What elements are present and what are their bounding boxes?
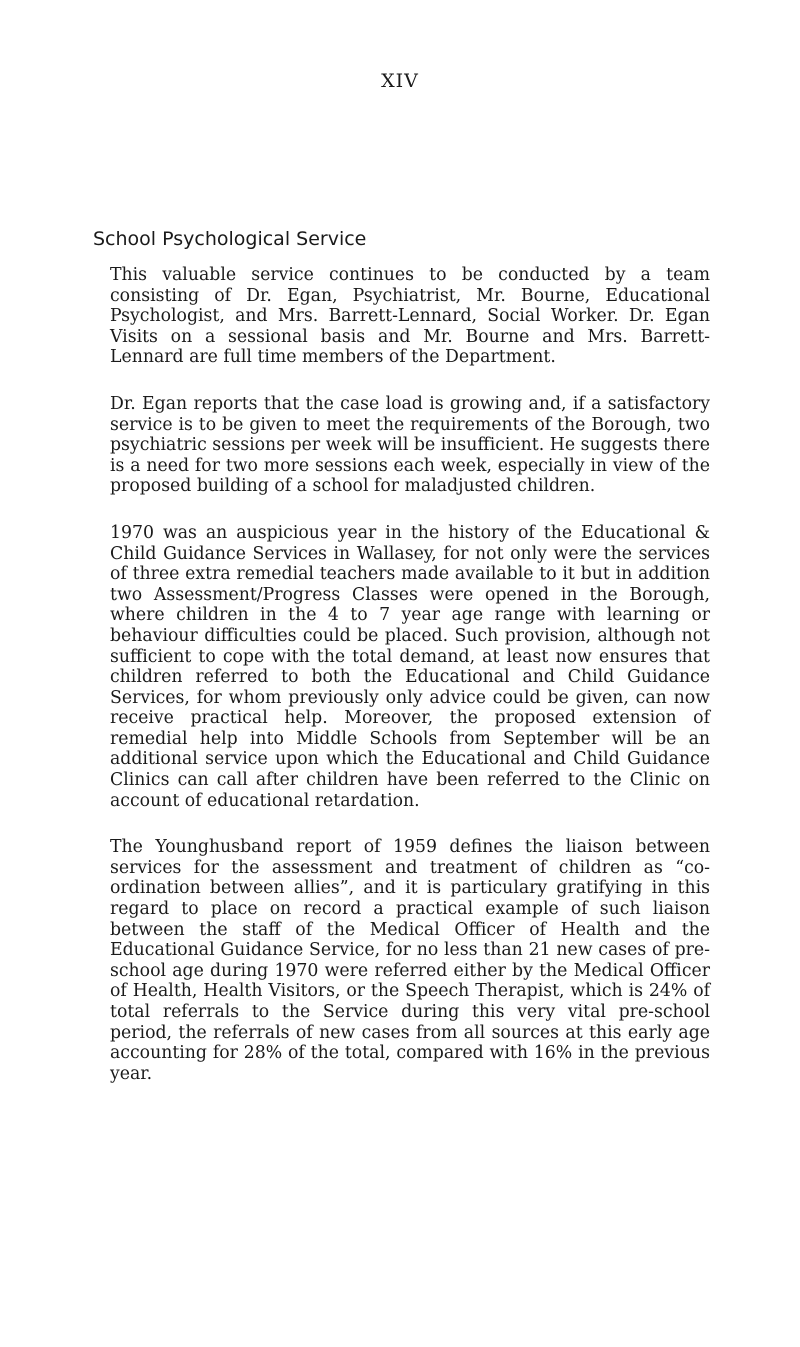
paragraph-case-load: Dr. Egan reports that the case load is growing and, if a satisfactory service is to be given to meet the requirements of the Borough, two psychiatric sessions per week will be insufficient. He suggests there is a need for two more sessions each week, especially in view of the proposed building of a school for maladjusted children. — [110, 393, 710, 497]
paragraph-team: This valuable service continues to be conducted by a team consisting of Dr. Egan, Psychiatrist, Mr. Bourne, Educational Psychologist, and Mrs. Barrett-Lennard, Social Worker. Dr. Egan Visits on a sessional basis and Mr. Bourne and Mrs. Barrett-Lennard are full time members of the Department. — [110, 265, 710, 368]
paragraph-liaison: The Younghusband report of 1959 defines the liaison between services for the assessment and treatment of children as “co-ordination between allies”, and it is particulary gratifying in this regard to place on record a practical example of such liaison between the staff of the Medical Officer of Health and the Educational Guidance Service, for no less than 21 new cases of pre-school age during 1970 were referred either by the Medical Officer of Health, Health Visitors, or the Speech Therapist, which is 24% of total referrals to the Service during this very vital pre-school period, the referrals of new cases from all sources at this early age accounting for 28% of the total, compared with 16% in the previous year. — [110, 837, 710, 1084]
section-heading: School Psychological Service — [93, 228, 367, 250]
section-body — [110, 265, 710, 1110]
paragraph-1970-services: 1970 was an auspicious year in the history of the Educational & Child Guidance Services in Wallasey, for not only were the services of three extra remedial teachers made available to it but in addition two Assessment/Progress Classes were opened in the Borough, where children in the 4 to 7 year age range with learning or behaviour difficulties could be placed. Such provision, although not sufficient to cope with the total demand, at least now ensures that children referred to both the Educational and Child Guidance Services, for whom previously only advice could be given, can now receive practical help. Moreover, the proposed extension of remedial help into Middle Schools from September will be an additional service upon which the Educational and Child Guidance Clinics can call after children have been referred to the Clinic on account of educational retardation. — [110, 522, 710, 811]
page-number: XIV — [381, 70, 419, 92]
